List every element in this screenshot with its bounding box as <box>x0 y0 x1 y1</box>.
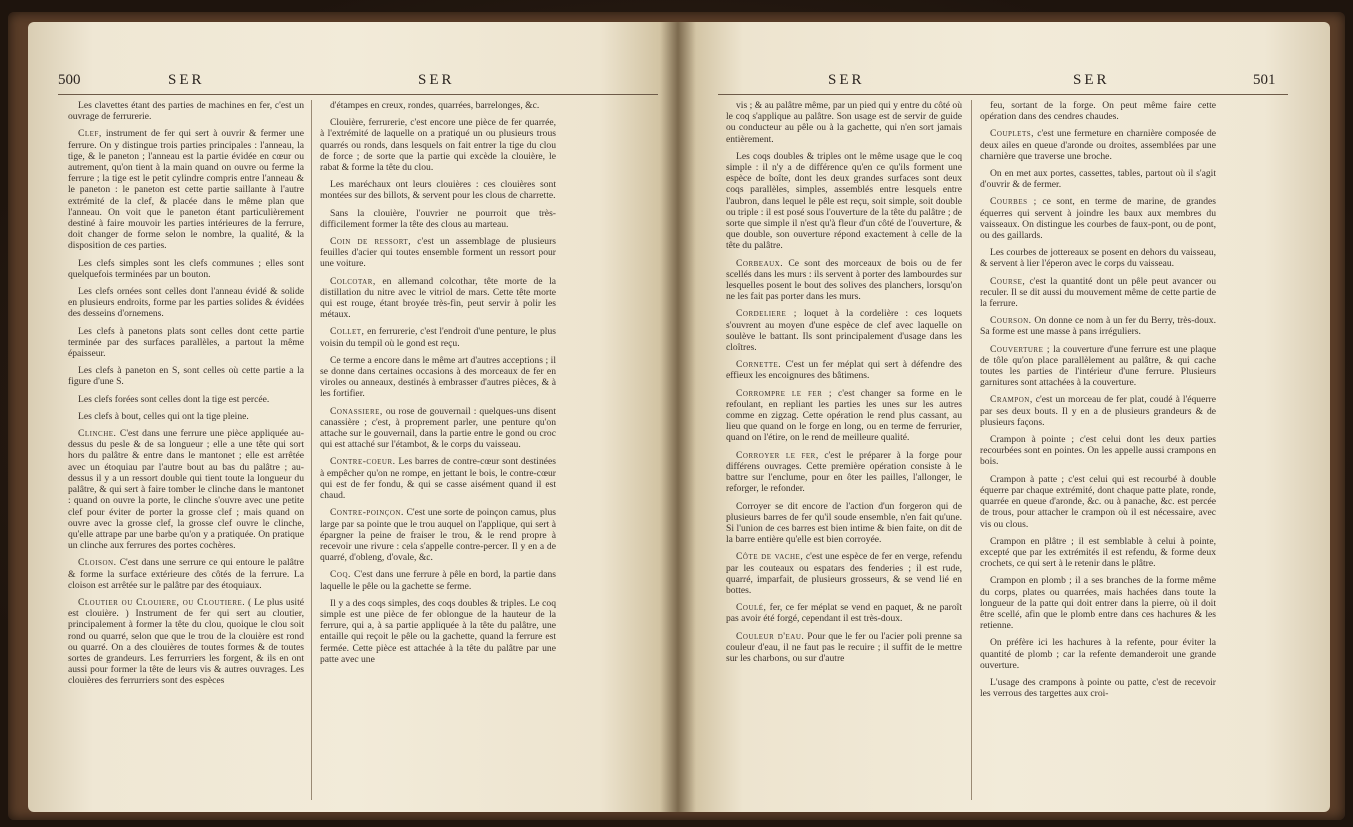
entry-headword: Couleur d'eau. <box>736 630 805 642</box>
entry-paragraph <box>320 355 556 400</box>
entry-headword: Cordeliere ; <box>736 308 797 320</box>
entry-paragraph <box>320 406 556 451</box>
entry-text: Les coqs doubles & triples ont le même usage que le coq simple : il n'y a de différence qu'en ce qu'ils forment une espèce de boîte, dont les deux grandes surfaces sont deux coqs parallèles, simples, assemblés entre lesquels entre l'aubron, dans lequel le pêle est reçu, soit simple, soit double ou triple : il est posé sous l'ouverture de la tête du palâtre ; de sorte que simple il n'est qu'à fleur d'un côté de l'ouverture, & que double, son ouverture répond exactement à celle de la tête du palâtre. <box>726 150 962 252</box>
entry-text: c'est la quantité dont un pêle peut avancer ou reculer. Il se dit aussi du mouvement même de cette partie de la ferrure. <box>980 275 1216 310</box>
entry-headword: Couverture ; <box>990 343 1051 355</box>
entry-paragraph <box>68 286 304 320</box>
entry-headword: Clinche. <box>78 428 117 440</box>
entry-text: ou rose de gouvernail : quelques-uns disent canassière ; c'est, à proprement parler, une penture qu'on attache sur le gouvernail, dans la partie entre le gond ou croc qui est attaché sur l'étambot, & le corps du vaisseau. <box>320 405 556 451</box>
entry-text: feu, sortant de la forge. On peut même faire cette opération dans des cendres chaudes. <box>980 100 1216 123</box>
entry-paragraph <box>980 315 1216 337</box>
entry-text: C'est dans une ferrure à pêle en bord, la partie dans laquelle le pêle ou la gachette se ferme. <box>320 569 556 592</box>
entry-paragraph <box>320 598 556 665</box>
entry-headword: Contre-coeur. <box>330 456 396 468</box>
entry-paragraph <box>980 168 1216 190</box>
entry-text: d'étampes en creux, rondes, quarrées, barrelonges, &c. <box>330 100 540 111</box>
entry-paragraph <box>320 569 556 591</box>
text-column-2 <box>980 100 1216 800</box>
entry-text: instrument de fer qui sert à ouvrir & fermer une ferrure. On y distingue trois parties principales : l'anneau, la tige, & le paneton ; l'anneau est la partie évidée en cœur ou autrement, qu'on tient à la main quand on ouvre ou ferme la ferrure ; la tige est le petit cylindre compris entre l'anneau & le paneton : le paneton est cette partie saillante à l'autre extrémité de la clef, & placée dans le même plan que l'anneau. On voit que le paneton étant particulièrement destiné à faire mouvoir les parties intérieures de la ferrure, doit changer de forme selon le nombre, la qualité, & la disposition de ces parties. <box>68 128 304 252</box>
entry-text: Les clefs simples sont les clefs communes ; elles sont quelquefois terminées par un bouton. <box>68 257 304 280</box>
entry-paragraph <box>68 100 304 122</box>
entry-text: C'est dans une serrure ce qui entoure le palâtre & forme la surface extérieure des côtés de la ferrure. La cloison est arrêtée sur le palâtre par des étoquiaux. <box>68 557 304 591</box>
entry-text: Les maréchaux ont leurs clouières : ces clouières sont montées sur des billots, & servent pour les clous de charrette. <box>320 179 556 202</box>
entry-headword: Corrompre le fer ; <box>736 387 833 399</box>
entry-paragraph <box>980 128 1216 162</box>
entry-paragraph <box>68 557 304 591</box>
page-number: 500 <box>58 72 81 88</box>
header-rule <box>58 94 658 95</box>
entry-headword: Cloison. <box>78 557 117 569</box>
entry-headword: Clef, <box>78 128 102 140</box>
entry-paragraph <box>726 631 962 665</box>
entry-text: c'est une espèce de fer en verge, refendu par les couteaux ou espatars des fenderies ; il est rude, quarré, imparfait, de plusieurs grosseurs, & se vend lié en bottes. <box>726 551 962 596</box>
entry-paragraph <box>726 308 962 353</box>
running-head-right: SER <box>1073 72 1110 88</box>
entry-text: Crampon en plomb ; il a ses branches de la forme même du corps, plates ou quarrées, mais hachées dans toute la longueur de la patte qui doit entrer dans la pierre, où il doit être scellé, afin que le plomb entre dans ces hachures & les retienne. <box>980 575 1216 632</box>
entry-paragraph <box>726 602 962 624</box>
entry-headword: Coin de ressort, <box>330 236 412 248</box>
entry-paragraph <box>726 551 962 596</box>
header-rule <box>718 94 1288 95</box>
entry-text: c'est une fermeture en charnière composée de deux ailes en queue d'aronde ou droites, assemblées par une charnière que traverse une broche. <box>980 128 1216 162</box>
entry-text: en allemand colcothar, tête morte de la distillation du nitre avec le vitriol de mars. Cette tête morte qui est rouge, étant broyée très-fin, peut servir à polir les métaux. <box>320 275 556 321</box>
left-page <box>28 22 678 812</box>
entry-paragraph <box>320 208 556 230</box>
entry-headword: Courson. <box>990 315 1032 327</box>
running-head-left: SER <box>168 72 205 88</box>
entry-paragraph <box>320 507 556 563</box>
entry-paragraph <box>980 434 1216 468</box>
entry-headword: Cornette. <box>736 359 782 371</box>
entry-paragraph <box>980 276 1216 310</box>
right-page <box>678 22 1330 812</box>
entry-text: Les clefs à panetons plats sont celles dont cette partie terminée par des surfaces parallèles, a partout la même épaisseur. <box>68 325 304 360</box>
entry-paragraph <box>68 326 304 360</box>
entry-paragraph <box>980 637 1216 671</box>
entry-text: C'est un fer méplat qui sert à défendre des effieux les encoignures des bâtimens. <box>726 359 962 382</box>
entry-text: ce sont, en terme de marine, de grandes équerres qui servent à joindre les baux aux membres du vaisseaux. On distingue les courbes de faux-pont, ou de pont, ou des gaillards. <box>980 196 1216 242</box>
entry-paragraph <box>320 236 556 270</box>
entry-paragraph <box>320 276 556 321</box>
entry-paragraph <box>980 474 1216 530</box>
entry-paragraph <box>980 575 1216 631</box>
entry-text: la couverture d'une ferrure est une plaque de tôle qu'on place parallèlement au palâtre, & qui cache toutes les parties de l'intérieur d'une ferrure. Plusieurs garnitures sont attachées à la couverture. <box>980 343 1216 389</box>
entry-text: L'usage des crampons à pointe ou patte, c'est de recevoir les verrous des targettes aux croi- <box>980 676 1216 700</box>
text-column-1 <box>68 100 304 800</box>
entry-paragraph <box>68 428 304 551</box>
entry-text: Clouière, ferrurerie, c'est encore une pièce de fer quarrée, à l'extrémité de laquelle on a pratiqué un ou plusieurs trous quarrés ou ronds, dans lesquels on fait entrer la tige du clou de force ; de sorte que la partie qui excède la clouière, le rabat & forme la tête du clou. <box>320 117 556 174</box>
entry-text: Les clefs à paneton en S, sont celles où cette partie a la figure d'une S. <box>68 365 304 388</box>
entry-paragraph <box>68 597 304 687</box>
entry-paragraph <box>726 151 962 252</box>
entry-paragraph <box>320 117 556 173</box>
entry-headword: Contre-poinçon. <box>330 507 404 519</box>
entry-paragraph <box>980 394 1216 428</box>
entry-paragraph <box>726 388 962 444</box>
entry-text: c'est un assemblage de plusieurs feuilles d'acier qui toutes ensemble forment un ressort pour une voiture. <box>320 236 556 270</box>
entry-text: c'est un morceau de fer plat, coudé à l'équerre par ses deux bouts. Il y en a de plusieurs grandeurs & de plusieurs façons. <box>980 394 1216 428</box>
running-head-left: SER <box>828 72 865 88</box>
entry-text: On préfère ici les hachures à la refente, pour éviter la quantité de plomb ; car la refente demanderoit une grande ouverture. <box>980 637 1216 671</box>
entry-text: Crampon à patte ; c'est celui qui est recourbé à double équerre par chaque extrémité, dont chaque patte plate, ronde, quarrée en queue d'aronde, &c. ou à panache, &c. est percée de trous, pour attacher le crampon où il est nécessaire, avec vis ou clous. <box>980 473 1216 530</box>
entry-paragraph <box>726 258 962 303</box>
entry-text: Ce sont des morceaux de bois ou de fer scellés dans les murs : ils servent à porter des lambourdes sur lesquelles posent le bout des solives des planchers, lorsqu'on ne les fait pas porter dans les murs. <box>726 257 962 303</box>
entry-text: Les clefs à bout, celles qui ont la tige pleine. <box>78 410 249 422</box>
entry-headword: Conassiere, <box>330 405 383 417</box>
entry-text: Il y a des coqs simples, des coqs doubles & triples. Le coq simple est une pièce de fer oblongue de la hauteur de la ferrure, qui a, à sa partie appliquée à la tête du palâtre, une entaille qui reçoit le pêle ou la gachette, quand la ferrure est fermée. Cette pièce est attachée à la tête du palâtre par une patte avec une <box>320 597 556 665</box>
entry-headword: Corroyer le fer, <box>736 449 819 461</box>
entry-text: ( Le plus usité est clouière. ) Instrument de fer qui sert au cloutier, principalement à former la tête du clou, quoique le clou soit rond ou quarré, selon que que le trou de la clouière est rond ou quarré. On a des clouières de toutes formes & de toutes sortes de grandeurs. Les ferrurriers les forgent, & ils en ont aussi pour former la tête de leurs vis & autres ouvrages. Les clouières des ferrurriers sont des espèces <box>68 596 304 687</box>
entry-text: Crampon à pointe ; c'est celui dont les deux parties recourbées sont en pointes. On les appelle aussi crampons en bois. <box>980 434 1216 468</box>
entry-text: On en met aux portes, cassettes, tables, partout où il s'agit d'ouvrir & de fermer. <box>980 168 1216 191</box>
entry-paragraph <box>726 450 962 495</box>
entry-headword: Course, <box>990 275 1026 287</box>
entry-text: C'est dans une ferrure une pièce appliquée au-dessus du pesle & de sa longueur ; elle a une tête qui sort hors du palâtre & entre dans le mantonet ; elle est arrêtée avec un étoquiau par l'autre bout au bas du palâtre ; au-dessus il y a un ressort double qui tient toute la longueur du palâtre, & qui sert à faire tomber le clinche dans le mantonet : quand on ouvre la porte, le clinche s'ouvre avec une petite clef pour éviter de porter la grosse clef ; mais quand on ouvre avec la grosse clef, la grosse clef ouvre le clinche, qu'elle attrape par une barbe qu'on y a pratiquée. On pratique un clinche aux ferrures des portes cochères. <box>68 428 304 552</box>
entry-paragraph <box>68 128 304 251</box>
entry-headword: Corbeaux. <box>736 257 784 269</box>
entry-headword: Côte de vache, <box>736 551 804 563</box>
page-number: 501 <box>1253 72 1276 88</box>
entry-text: en ferrurerie, c'est l'endroit d'une penture, le plus voisin du tempil où le gond est reçu. <box>320 326 556 349</box>
entry-text: c'est le préparer à la forge pour différens ouvrages. Cette première opération consiste à le battre sur l'enclume, pour en ôter les pailles, l'allonger, le reforger, le refonder. <box>726 449 962 495</box>
book-gutter <box>660 22 696 812</box>
entry-text: vis ; & au palâtre même, par un pied qui y entre du côté où le coq s'applique au palâtre. Son usage est de servir de guide ou conducteur au pêle ou à la gachette, qui n'en sort jamais entièrement. <box>726 100 962 145</box>
text-column-2 <box>320 100 556 800</box>
entry-paragraph <box>726 501 962 546</box>
entry-paragraph <box>980 247 1216 269</box>
entry-paragraph <box>980 196 1216 241</box>
entry-text: loquet à la cordelière : ces loquets s'ouvrent au moyen d'une espèce de clef avec laquelle on soulève le battant. Ils sont principalement d'usage dans les cloîtres. <box>726 308 962 354</box>
entry-paragraph <box>980 536 1216 570</box>
entry-text: Pour que le fer ou l'acier poli prenne sa couleur d'eau, il ne faut pas le recuire ; il suffit de le mettre sur les charbons, ou sur d'autre <box>726 630 962 664</box>
entry-headword: Couplets, <box>990 128 1035 140</box>
entry-headword: Courbes ; <box>990 196 1037 208</box>
entry-paragraph <box>68 394 304 405</box>
entry-paragraph <box>320 179 556 201</box>
entry-paragraph <box>68 365 304 387</box>
entry-headword: Cloutier ou Clouiere, ou Cloutiere. <box>78 596 246 608</box>
entry-text: Les barres de contre-cœur sont destinées à empêcher qu'on ne rompe, en jettant le bois, le contre-cœur qui est de fer fondu, & qui se casse aisément quand il est chaud. <box>320 456 556 502</box>
entry-text: fer, ce fer méplat se vend en paquet, & ne paroît pas avoir été forgé, cependant il est très-doux. <box>726 602 962 625</box>
entry-text: On donne ce nom à un fer du Berry, très-doux. Sa forme est une masse à pans irréguliers. <box>980 315 1216 338</box>
entry-text: Corroyer se dit encore de l'action d'un forgeron qui de plusieurs barres de fer qu'il soude ensemble, n'en fait qu'une. Si l'union de ces barres est bien intime & bien faite, on dit de la barre entière qu'elle est bien corroyée. <box>726 500 962 546</box>
entry-text: Les courbes de jottereaux se posent en dehors du vaisseau, & servent à lier l'éperon avec le corps du vaisseau. <box>980 247 1216 270</box>
entry-text: Les clefs ornées sont celles dont l'anneau évidé & solide en plusieurs endroits, forme par les parties solides & évidées des desseins d'ornemens. <box>68 286 304 320</box>
entry-paragraph <box>68 258 304 280</box>
entry-text: Crampon en plâtre ; il est semblable à celui à pointe, excepté que par les extrémités il est refendu, & forme deux crochets, ce qui sert à le retenir dans le plâtre. <box>980 535 1216 570</box>
entry-paragraph <box>726 100 962 145</box>
column-divider <box>311 100 312 800</box>
entry-text: c'est changer sa forme en le refoulant, en repliant les parties les unes sur les autres comme en zigzag. Cette opération le rend plus cassant, au lieu que quand on le forge en long, ou en terme de ferrurier, quand on l'étire, on le rend de meilleure qualité. <box>726 387 962 444</box>
entry-text: C'est une sorte de poinçon camus, plus large par sa pointe que le trou auquel on l'applique, qui sert à épargner la peine de fraiser le trou, & le rend propre à recevoir une rivure : cela s'appelle contre-percer. Il y en a de quarré, d'obleng, d'ovale, &c. <box>320 507 556 564</box>
entry-paragraph <box>980 677 1216 699</box>
entry-paragraph <box>726 359 962 381</box>
entry-headword: Collet, <box>330 326 365 338</box>
entry-paragraph <box>320 456 556 501</box>
text-column-1 <box>726 100 962 800</box>
entry-text: Les clavettes étant des parties de machines en fer, c'est un ouvrage de ferrurerie. <box>68 100 304 123</box>
entry-paragraph <box>980 344 1216 389</box>
entry-headword: Coulé, <box>736 602 767 614</box>
entry-headword: Crampon, <box>990 394 1033 406</box>
entry-paragraph <box>980 100 1216 122</box>
column-divider <box>971 100 972 800</box>
entry-paragraph <box>320 100 556 111</box>
entry-text: Les clefs forées sont celles dont la tige est percée. <box>78 393 270 405</box>
entry-headword: Coq. <box>330 569 351 581</box>
entry-text: Ce terme a encore dans le même art d'autres acceptions ; il se donne dans certaines occasions à des morceaux de fer en viroles ou anneaux, destinés à embrasser d'autres pièces, & à les fortifier. <box>320 354 556 400</box>
running-head-right: SER <box>418 72 455 88</box>
entry-paragraph <box>68 411 304 422</box>
entry-headword: Colcotar, <box>330 275 376 287</box>
entry-paragraph <box>320 326 556 348</box>
entry-text: Sans la clouière, l'ouvrier ne pourroit que très-difficilement former la tête des clous au marteau. <box>320 207 556 230</box>
